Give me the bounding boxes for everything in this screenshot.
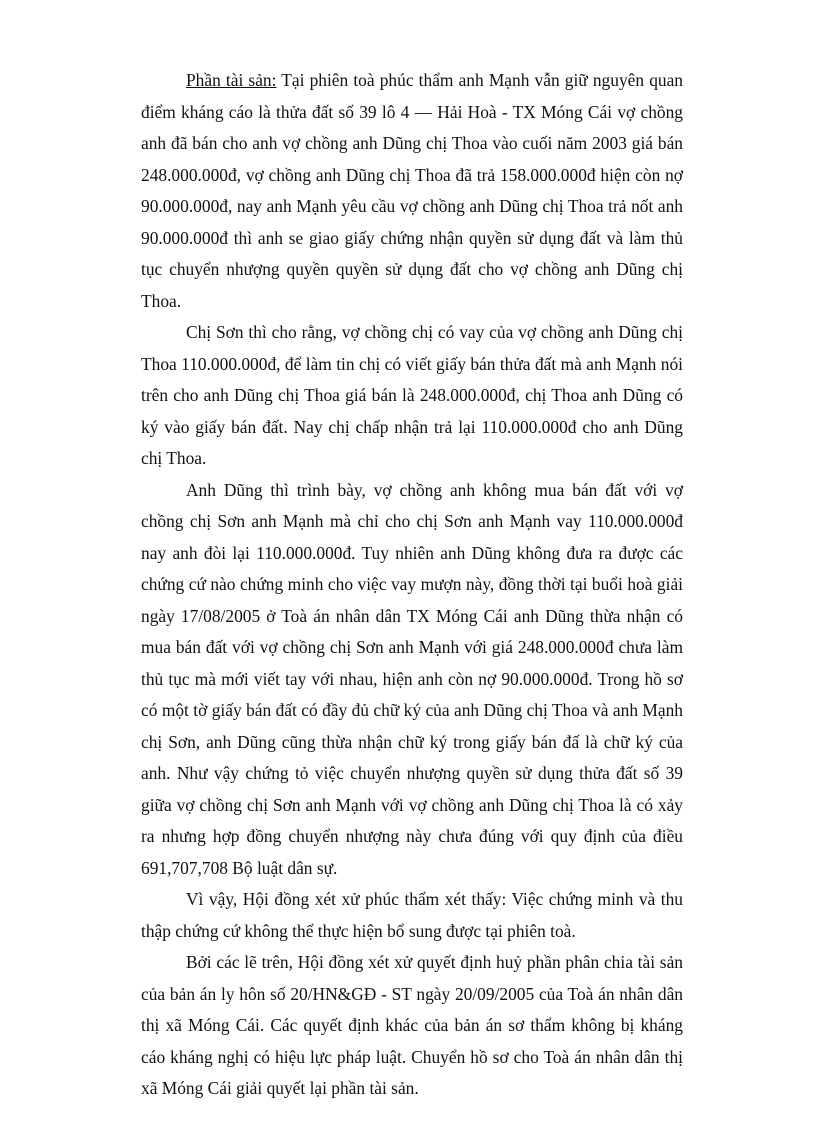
paragraph-text: Tại phiên toà phúc thẩm anh Mạnh vẫn giữ nguyên quan điểm kháng cáo là thửa đất số 39 lô 4 — Hải Hoà - TX Móng Cái vợ chồng anh đã bán cho anh vợ chồng anh Dũng chị Thoa vào cuối năm 2003 giá bán 248.000.000đ, vợ chồng anh Dũng chị Thoa đã trả 158.000.000đ hiện còn nợ 90.000.000đ, nay anh Mạnh yêu cầu vợ chồng anh Dũng chị Thoa trả nốt anh 90.000.000đ thì anh se giao giấy chứng nhận quyền sử dụng đất và làm thủ tục chuyển nhượng quyền quyền sử dụng đất cho vợ chồng anh Dũng chị Thoa. <box>141 70 683 311</box>
paragraph-council-finding: Vì vậy, Hội đồng xét xử phúc thẩm xét thấy: Việc chứng minh và thu thập chứng cứ không thể thực hiện bổ sung được tại phiên toà. <box>141 889 683 941</box>
paragraph-decision: Bởi các lẽ trên, Hội đồng xét xử quyết định huỷ phần phân chia tài sản của bản án ly hôn số 20/HN&GĐ - ST ngày 20/09/2005 của Toà án nhân dân thị xã Móng Cái. Các quyết định khác của bản án sơ thẩm không bị kháng cáo kháng nghị có hiệu lực pháp luật. Chuyển hồ sơ cho Toà án nhân dân thị xã Móng Cái giải quyết lại phần tài sản. <box>141 952 683 1098</box>
section-heading-property: Phần tài sản: <box>186 70 277 90</box>
paragraph-son-statement: Chị Sơn thì cho rằng, vợ chồng chị có vay của vợ chồng anh Dũng chị Thoa 110.000.000đ, để làm tin chị có viết giấy bán thửa đất mà anh Mạnh nói trên cho anh Dũng chị Thoa giá bán là 248.000.000đ, chị Thoa anh Dũng có ký vào giấy bán đất. Nay chị chấp nhận trả lại 110.000.000đ cho anh Dũng chị Thoa. <box>141 322 683 468</box>
paragraph-property-part <box>141 65 683 317</box>
document-page <box>141 65 683 1105</box>
paragraph-dung-statement: Anh Dũng thì trình bày, vợ chồng anh không mua bán đất với vợ chồng chị Sơn anh Mạnh mà chỉ cho chị Sơn anh Mạnh vay 110.000.000đ nay anh đòi lại 110.000.000đ. Tuy nhiên anh Dũng không đưa ra được các chứng cứ nào chứng minh cho việc vay mượn này, đồng thời tại buổi hoà giải ngày 17/08/2005 ở Toà án nhân dân TX Móng Cái anh Dũng thừa nhận có mua bán đất với vợ chồng chị Sơn anh Mạnh với giá 248.000.000đ chưa làm thủ tục mà mới viết tay với nhau, hiện anh còn nợ 90.000.000đ. Trong hồ sơ có một tờ giấy bán đất có đầy đủ chữ ký của anh Dũng chị Thoa và anh Mạnh chị Sơn, anh Dũng cũng thừa nhận chữ ký trong giấy bán đấ là chữ ký của anh. Như vậy chứng tỏ việc chuyển nhượng quyền sử dụng thửa đất số 39 giữa vợ chồng chị Sơn anh Mạnh với vợ chồng anh Dũng chị Thoa là có xảy ra nhưng hợp đồng chuyển nhượng này chưa đúng với quy định của điều 691,707,708 Bộ luật dân sự. <box>141 479 683 878</box>
